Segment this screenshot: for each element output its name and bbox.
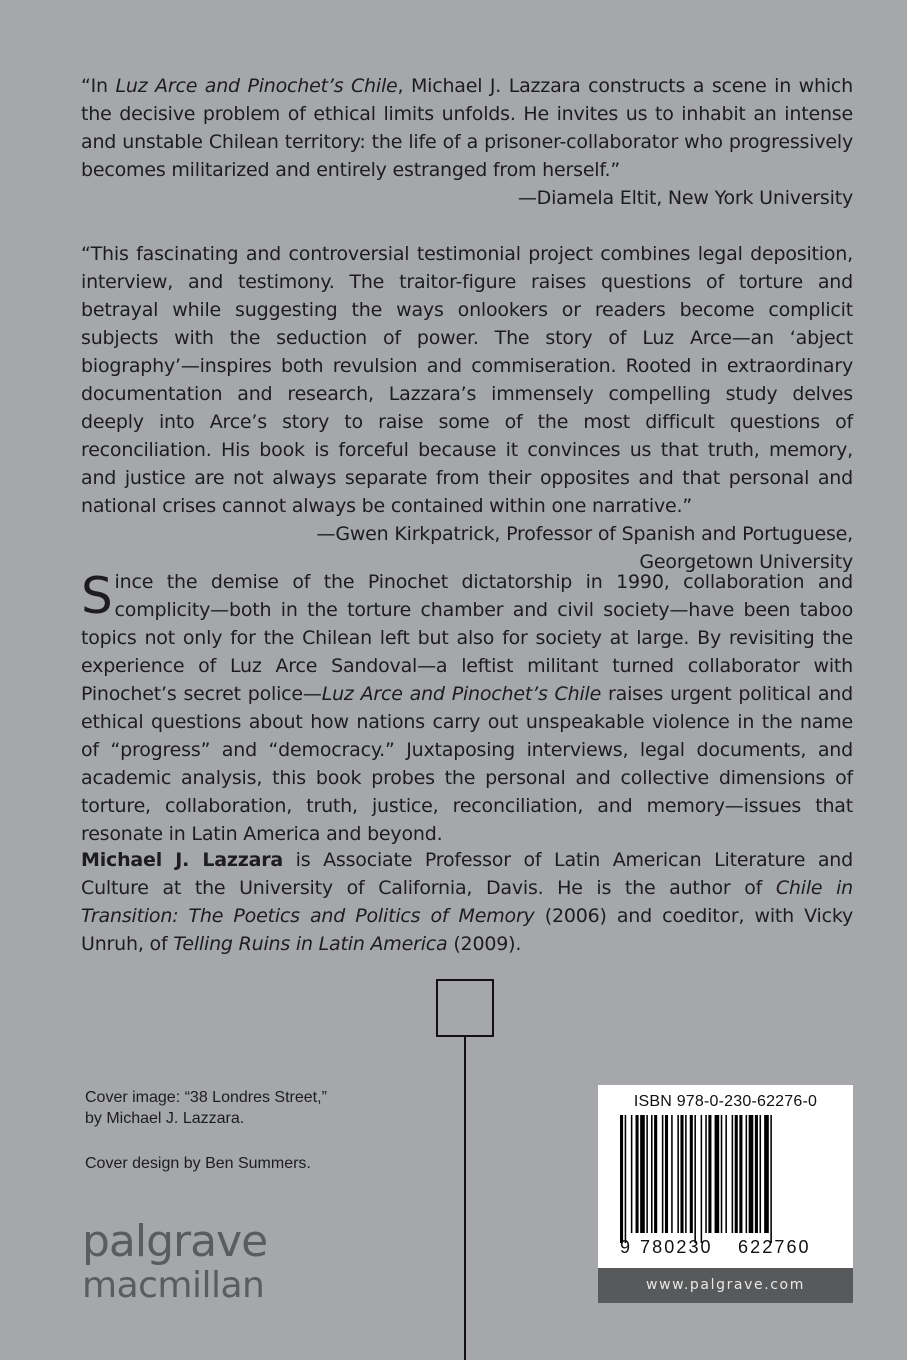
barcode-bar [694,1115,696,1243]
barcode-bar [646,1115,648,1233]
barcode-bar [690,1115,693,1233]
barcode-bar [640,1115,645,1233]
decorative-square [436,979,494,1037]
isbn-barcode [598,1085,853,1268]
barcode-bar [735,1115,738,1233]
author-name: Michael J. Lazzara [81,849,284,871]
barcode-bar [636,1115,639,1233]
cover-image-credit: Cover image: “38 Londres Street,” by Michael J. Lazzara. [85,1089,327,1127]
book-title-italic: Telling Ruins in Latin America [173,933,448,955]
ean-left-group: 780230 [640,1237,713,1257]
publisher-logo-line-2: macmillan [82,1265,265,1306]
quote-2-text: “This fascinating and controversial testimonial project combines legal deposition, interview, and testimony. The traitor-figure raises questions of torture and betrayal while suggesting the ways onlookers or readers become complicit subjects with the seduction of power. The story of Luz Arce—an ‘abject biography’—inspires both revulsion and commiseration. Rooted in extraordinary documentation and research, Lazzara’s immensely compelling study delves deeply into Arce’s story to raise some of the most difficult questions of reconciliation. His book is forceful because it convinces us that truth, memory, and justice are not always separate from their opposites and that personal and national crises cannot always be contained within one narrative.” [81,243,853,517]
publisher-logo-line-1: palgrave [82,1216,268,1267]
barcode-bar [764,1115,769,1233]
decorative-vertical-line [464,1037,466,1360]
barcode-bar [677,1115,679,1233]
quote-1-attribution: —Diamela Eltit, New York University [517,187,853,209]
cover-design-credit: Cover design by Ben Summers. [85,1155,311,1172]
barcode-bar [620,1115,623,1243]
publisher-website: www.palgrave.com [598,1268,853,1303]
barcode-bar [725,1115,727,1233]
book-title-italic: Luz Arce and Pinochet’s Chile [321,683,602,705]
barcode-bar [760,1115,762,1233]
barcode-bar [685,1115,687,1233]
barcode-bar [739,1115,742,1233]
endorsement-quote-2 [81,240,853,576]
barcode-bars [616,1115,836,1243]
barcode-bar [701,1115,703,1243]
book-description: Since the demise of the Pinochet dictatorship in 1990, collaboration and complicity—both in the torture chamber and civil society—have been taboo topics not only for the Chilean left but also for society at large. By revisiting the experience of Luz Arce Sandoval—a leftist militant turned collaborator with Pinochet’s secret police—Luz Arce and Pinochet’s Chile raises urgent political and ethical questions about how nations carry out unspeakable violence in the name of “progress” and “democracy.” Juxtaposing interviews, legal documents, and academic analysis, this book probes the personal and collective dimensions of torture, collaboration, truth, justice, reconciliation, and memory—issues that resonate in Latin America and beyond. [81,567,853,845]
isbn-label: ISBN 978-0-230-62276-0 [633,1093,818,1110]
barcode-bar [680,1115,683,1233]
barcode-bar [715,1115,720,1233]
barcode-bar [665,1115,668,1233]
barcode-bar [671,1115,673,1233]
barcode-bar [732,1115,734,1233]
barcode-bar [749,1115,754,1233]
book-title-italic: Luz Arce and Pinochet’s Chile [115,75,398,97]
barcode-bar [654,1115,657,1233]
barcode-bar [721,1115,723,1233]
endorsement-quote-1 [81,72,853,212]
barcode-bar [651,1115,653,1233]
quote-2-attribution-line-1: —Gwen Kirkpatrick, Professor of Spanish and Portuguese, [316,523,853,545]
ean-first-digit: 9 [620,1237,631,1257]
barcode-bar [705,1115,707,1233]
barcode-bar [770,1115,772,1243]
ean-right-group: 622760 [738,1237,811,1257]
drop-cap: S [81,567,113,625]
publisher-logo [82,1218,267,1306]
barcode-bar [625,1115,627,1243]
barcode-bar [631,1115,633,1233]
barcode-bar [708,1115,711,1233]
quote-2-attribution-line-2: Georgetown University [639,551,853,573]
barcode-bar [746,1115,748,1233]
barcode-bar [755,1115,758,1233]
author-bio: Michael J. Lazzara is Associate Professor of Latin American Literature and Culture at the University of California, Davis. He is the author of Chile in Transition: The Poetics and Politics of Memory (2006) and coeditor, with Vicky Unruh, of Telling Ruins in Latin America (2009). [81,849,854,955]
book-title-italic: Chile in Transition: The Poetics and Politics of Memory [81,877,853,927]
barcode-bar [662,1115,664,1233]
quote-1-text: “In Luz Arce and Pinochet’s Chile, Michael J. Lazzara constructs a scene in which the decisive problem of ethical limits unfolds. He invites us to inhabit an intense and unstable Chilean territory: the life of a prisoner-collaborator who progressively becomes militarized and entirely estranged from herself.” [81,75,853,181]
